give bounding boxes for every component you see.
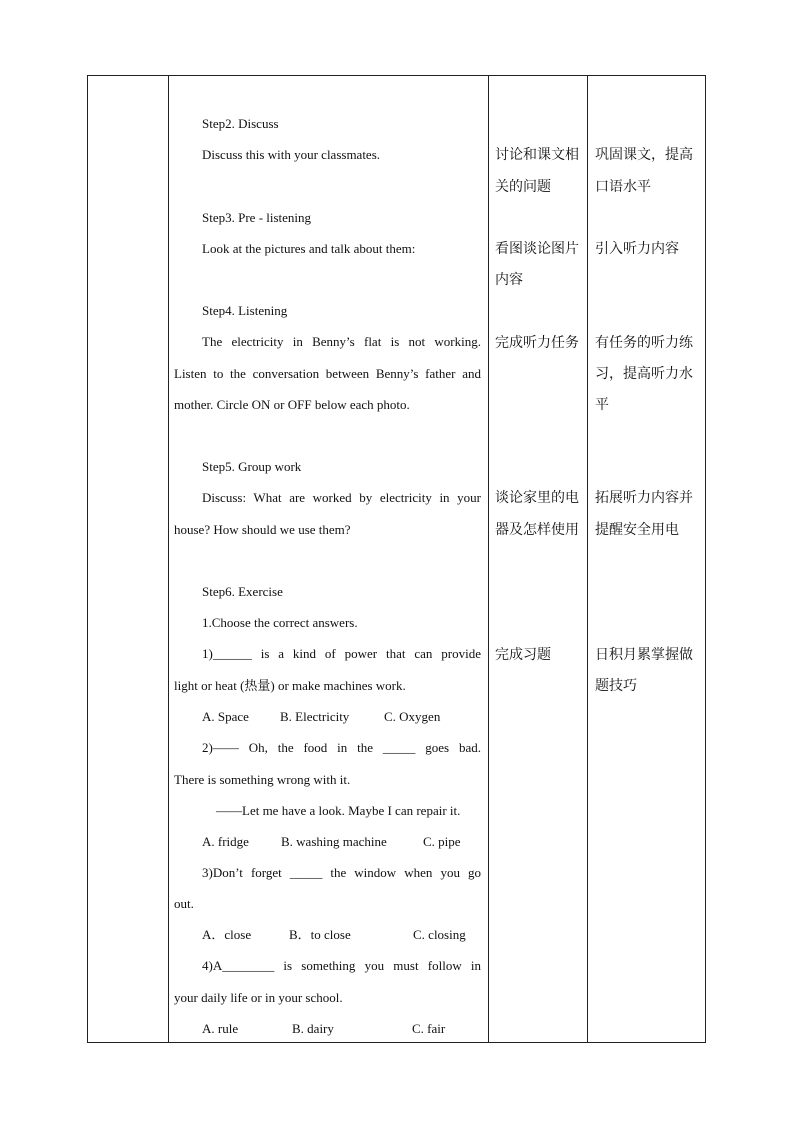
activity-column bbox=[488, 76, 587, 1042]
step2-title: Step2. Discuss bbox=[202, 116, 279, 131]
step4-title: Step4. Listening bbox=[202, 303, 288, 318]
q2-option-b: B. washing machine bbox=[281, 834, 387, 849]
purpose-5-line1: 日积月累掌握做 bbox=[595, 647, 693, 663]
q2-option-c: C. pipe bbox=[423, 834, 461, 849]
step4-line2: Listen to the conversation between Benny’s father and bbox=[174, 366, 481, 381]
purpose-3-line1: 有任务的听力练 bbox=[595, 335, 693, 351]
activity-4-line2: 器及怎样使用 bbox=[495, 522, 579, 538]
q4-option-c: C. fair bbox=[412, 1021, 446, 1036]
purpose-column bbox=[587, 76, 706, 1042]
q3-option-c: C. closing bbox=[413, 927, 466, 942]
q3-options bbox=[202, 927, 466, 943]
procedure-column bbox=[168, 76, 488, 1042]
activity-1-line2: 关的问题 bbox=[495, 179, 551, 195]
q3-option-a: A．close bbox=[202, 927, 252, 942]
purpose-3-line2: 习，提高听力水 bbox=[595, 366, 693, 382]
step2-body: Discuss this with your classmates. bbox=[202, 147, 381, 162]
activity-5-line1: 完成习题 bbox=[495, 647, 551, 663]
purpose-4-line2: 提醒安全用电 bbox=[595, 522, 679, 538]
q3-option-b: B．to close bbox=[289, 927, 351, 942]
step3-title: Step3. Pre - listening bbox=[202, 210, 312, 225]
q4-line1: 4)A________ is something you must follow in bbox=[202, 958, 481, 973]
q1-line1: 1)______ is a kind of power that can provide bbox=[202, 646, 481, 661]
exercise-intro: 1.Choose the correct answers. bbox=[202, 615, 358, 630]
q2-option-a: A. fridge bbox=[202, 834, 249, 849]
step5-title: Step5. Group work bbox=[202, 459, 302, 474]
q1-option-b: B. Electricity bbox=[280, 709, 350, 724]
step5-line1: Discuss: What are worked by electricity in your bbox=[202, 490, 481, 505]
q4-line2: your daily life or in your school. bbox=[174, 990, 343, 1005]
step4-line3: mother. Circle ON or OFF below each photo. bbox=[174, 397, 410, 412]
q1-line2: light or heat (热量) or make machines work. bbox=[174, 678, 406, 693]
activity-2-line1: 看图谈论图片 bbox=[495, 241, 579, 257]
purpose-3-line3: 平 bbox=[595, 397, 609, 413]
q1-option-a: A. Space bbox=[202, 709, 249, 724]
step5-line2: house? How should we use them? bbox=[174, 522, 351, 537]
stage-column bbox=[88, 76, 168, 1042]
purpose-5-line2: 题技巧 bbox=[595, 678, 637, 694]
q4-option-b: B. dairy bbox=[292, 1021, 334, 1036]
lesson-table bbox=[87, 75, 706, 1043]
q4-option-a: A. rule bbox=[202, 1021, 239, 1036]
step6-title: Step6. Exercise bbox=[202, 584, 283, 599]
activity-4-line1: 谈论家里的电 bbox=[495, 490, 579, 506]
q2-line1: 2)—— Oh, the food in the _____ goes bad. bbox=[202, 740, 481, 755]
activity-1-line1: 讨论和课文相 bbox=[495, 147, 579, 163]
q4-options bbox=[202, 1021, 445, 1037]
purpose-2-line1: 引入听力内容 bbox=[595, 241, 679, 257]
step4-line1: The electricity in Benny’s flat is not working. bbox=[202, 334, 481, 349]
activity-3-line1: 完成听力任务 bbox=[495, 335, 579, 351]
q1-options bbox=[202, 709, 440, 725]
activity-2-line2: 内容 bbox=[495, 272, 523, 288]
q2-line3: ——Let me have a look. Maybe I can repair it. bbox=[216, 803, 461, 818]
q2-line2: There is something wrong with it. bbox=[174, 772, 351, 787]
purpose-4-line1: 拓展听力内容并 bbox=[595, 490, 693, 506]
purpose-1-line2: 口语水平 bbox=[595, 179, 651, 195]
q2-options bbox=[202, 834, 461, 850]
step3-body: Look at the pictures and talk about them: bbox=[202, 241, 416, 256]
q3-line2: out. bbox=[174, 896, 194, 911]
q1-option-c: C. Oxygen bbox=[384, 709, 441, 724]
purpose-1-line1: 巩固课文，提高 bbox=[595, 147, 693, 163]
q3-line1: 3)Don’t forget _____ the window when you go bbox=[202, 865, 481, 880]
